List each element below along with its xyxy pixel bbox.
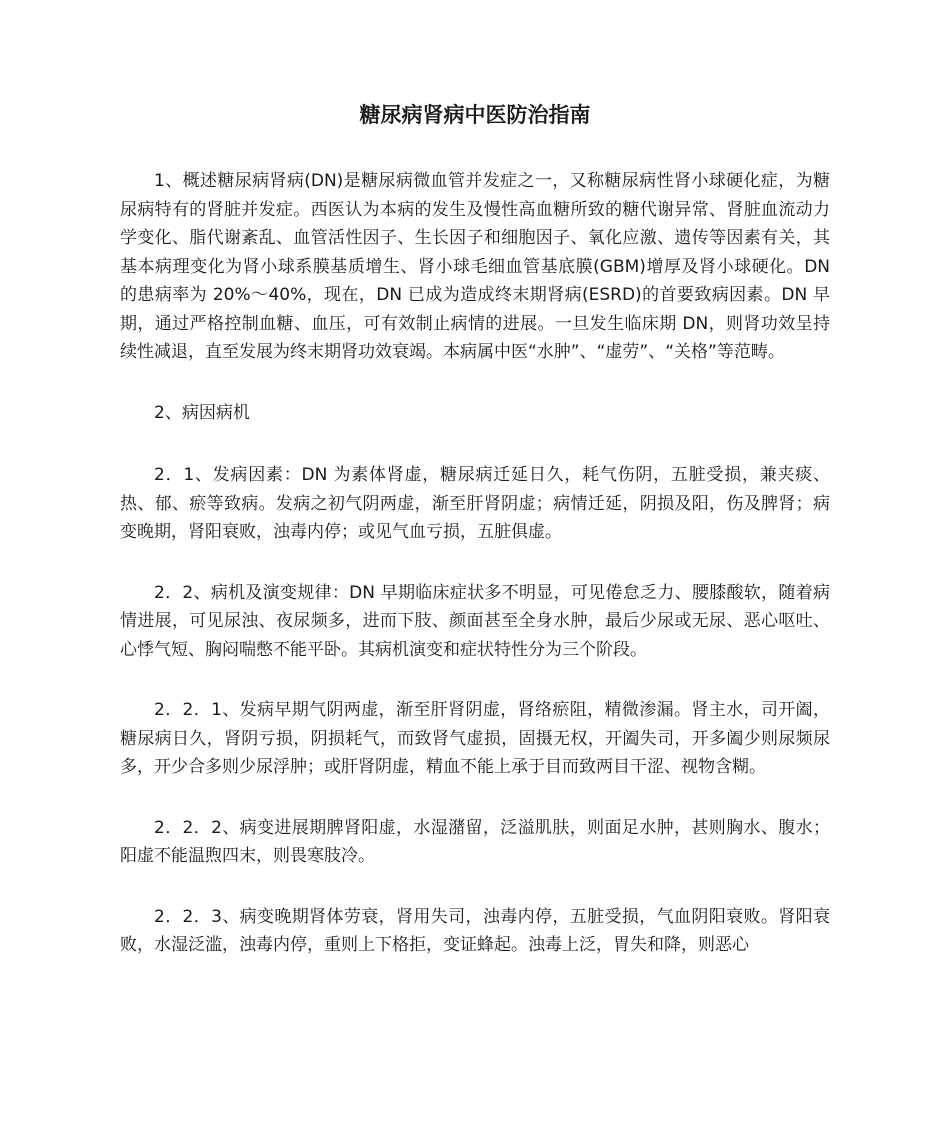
paragraph-progression-stage: 2．2．2、病变进展期脾肾阳虚，水湿潴留，泛溢肌肤，则面足水肿，甚则胸水、腹水；阳虚不能温煦四末，则畏寒肢冷。 [120, 817, 830, 866]
paragraph-pathogenic-factors: 2．1、发病因素：DN 为素体肾虚，糖尿病迁延日久，耗气伤阴，五脏受损，兼夹痰、热、郁、瘀等致病。发病之初气阴两虚，渐至肝肾阴虚；病情迁延，阴损及阳，伤及脾肾；病变晚期，肾阳衰败，浊毒内停；或见气血亏损，五脏俱虚。 [120, 465, 830, 542]
paragraph-late-stage: 2．2．3、病变晚期肾体劳衰，肾用失司，浊毒内停，五脏受损，气血阴阳衰败。肾阳衰败，水湿泛滥，浊毒内停，重则上下格拒，变证蜂起。浊毒上泛，胃失和降，则恶心 [120, 906, 830, 955]
section-heading-etiology: 2、病因病机 [154, 402, 250, 423]
document-body [120, 167, 830, 992]
paragraph-overview: 1、概述糖尿病肾病(DN)是糖尿病微血管并发症之一，又称糖尿病性肾小球硬化症，为糖尿病特有的肾脏并发症。西医认为本病的发生及慢性高血糖所致的糖代谢异常、肾脏血流动力学变化、脂代谢紊乱、血管活性因子、生长因子和细胞因子、氧化应激、遗传等因素有关，其基本病理变化为肾小球系膜基质增生、肾小球毛细血管基底膜(GBM)增厚及肾小球硬化。DN 的患病率为 20%～40%，现在，DN 已成为造成终末期肾病(ESRD)的首要致病因素。DN 早期，通过严格控制血糖、血压，可有效制止病情的进展。一旦发生临床期 DN，则肾功效呈持续性减退，直至发展为终末期肾功效衰竭。本病属中医“水肿”、“虚劳”、“关格”等范畴。 [120, 171, 830, 362]
paragraph-pathogenesis-evolution: 2．2、病机及演变规律：DN 早期临床症状多不明显，可见倦怠乏力、腰膝酸软，随着病情进展，可见尿浊、夜尿频多，进而下肢、颜面甚至全身水肿，最后少尿或无尿、恶心呕吐、心悸气短、胸闷喘憋不能平卧。其病机演变和症状特性分为三个阶段。 [120, 582, 830, 660]
document-title: 糖尿病肾病中医防治指南 [359, 103, 591, 127]
paragraph-early-stage: 2．2．1、发病早期气阴两虚，渐至肝肾阴虚，肾络瘀阻，精微渗漏。肾主水，司开阖，糖尿病日久，肾阴亏损，阴损耗气，而致肾气虚损，固摄无权，开阖失司，开多阖少则尿频尿多，开少合多则少尿浮肿；或肝肾阴虚，精血不能上承于目而致两目干涩、视物含糊。 [120, 700, 830, 777]
